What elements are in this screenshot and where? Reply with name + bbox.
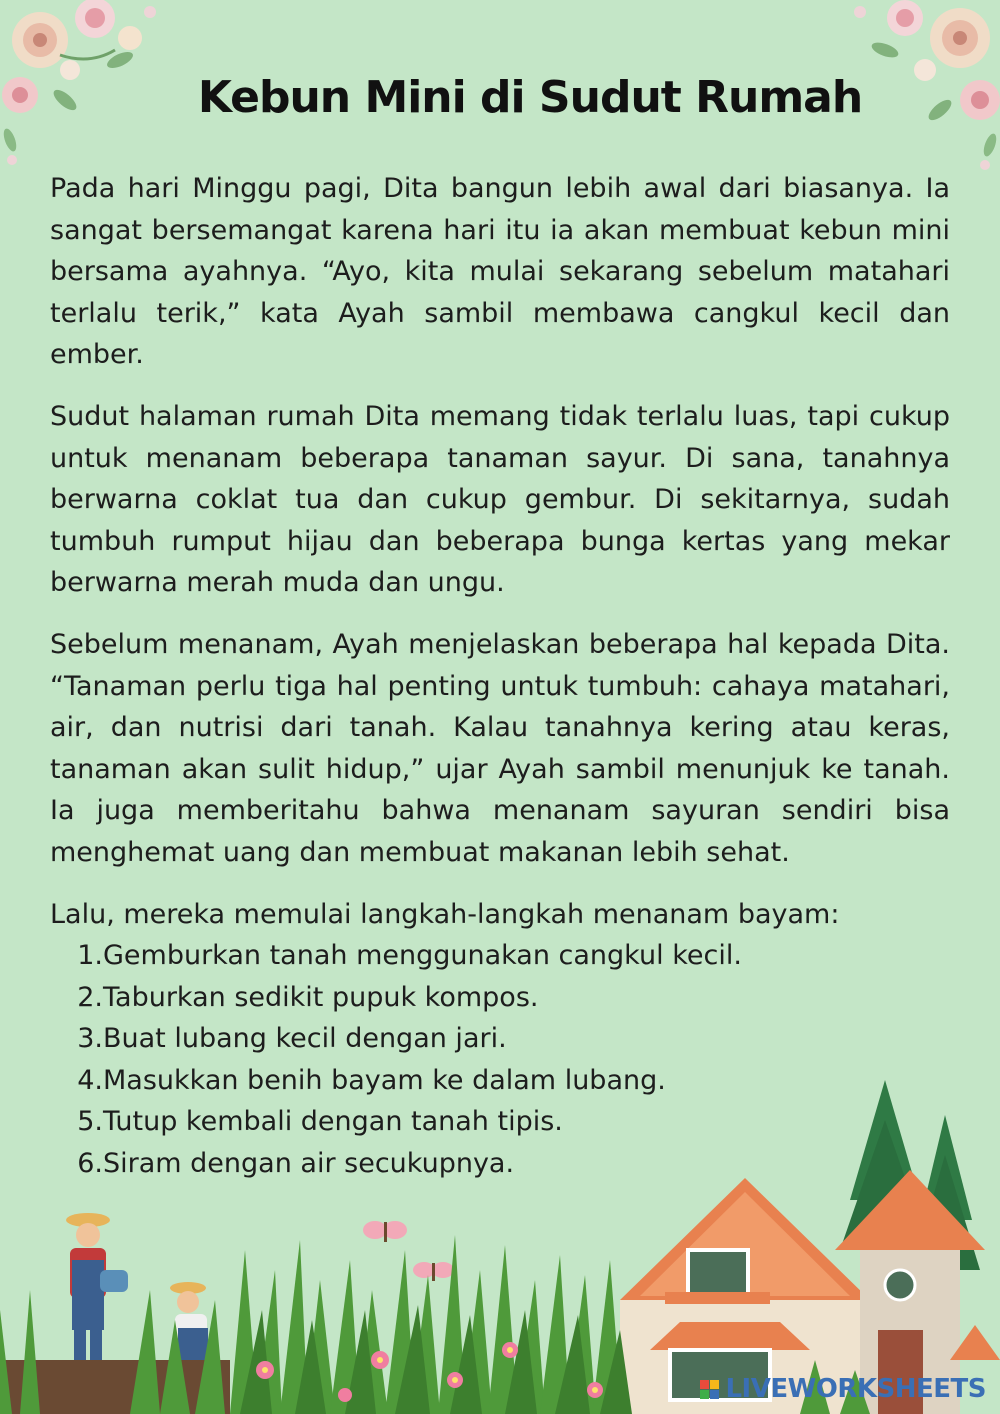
steps-intro: Lalu, mereka memulai langkah-langkah menanam bayam: [50,898,840,930]
step-text: Taburkan sedikit pupuk kompos. [103,981,539,1013]
story-body [50,168,950,1185]
list-item [50,935,950,977]
watermark-text: LIVEWORKSHEETS [725,1374,986,1404]
page-title: Kebun Mini di Sudut Rumah [197,72,863,123]
butterfly-icon [413,1262,454,1281]
paragraph: Pada hari Minggu pagi, Dita bangun lebih awal dari biasanya. Ia sangat bersemangat karena hari itu ia akan membuat kebun mini bersama ayahnya. “Ayo, kita mulai sekarang sebelum matahari terlalu terik,” kata Ayah sambil membawa cangkul kecil dan ember. [50,173,950,371]
step-number: 5. [77,1106,103,1138]
step-number: 6. [77,1148,103,1180]
step-number: 3. [77,1023,103,1055]
step-number: 2. [77,981,103,1013]
list-item [50,1018,950,1060]
paragraph: Sudut halaman rumah Dita memang tidak terlalu luas, tapi cukup untuk menanam beberapa tanaman sayur. Di sana, tanahnya berwarna coklat tua dan cukup gembur. Di sekitarnya, sudah tumbuh rumput hijau dan beberapa bunga kertas yang mekar berwarna merah muda dan ungu. [50,400,950,599]
step-text: Tutup kembali dengan tanah tipis. [103,1106,563,1138]
step-number: 1. [77,940,103,972]
paragraph: Sebelum menanam, Ayah menjelaskan beberapa hal kepada Dita. “Tanaman perlu tiga hal penting untuk tumbuh: cahaya matahari, air, dan nutrisi dari tanah. Kalau tanahnya kering atau keras, tanaman akan sulit hidup,” ujar Ayah sambil menunjuk ke tanah. Ia juga memberitahu bahwa menanam sayuran sendiri bisa menghemat uang dan membuat makanan lebih sehat. [50,628,950,868]
step-text: Siram dengan air secukupnya. [103,1148,515,1180]
step-text: Masukkan benih bayam ke dalam lubang. [103,1064,666,1096]
list-item [50,977,950,1019]
step-text: Gemburkan tanah menggunakan cangkul kecil. [103,940,742,972]
gardener-icon [66,1213,128,1370]
liveworksheets-watermark [700,1374,986,1404]
step-number: 4. [77,1064,103,1096]
garden-illustration [0,1060,1000,1414]
liveworksheets-logo-icon [700,1380,719,1399]
butterfly-icon [363,1221,407,1242]
step-text: Buat lubang kecil dengan jari. [103,1023,507,1055]
